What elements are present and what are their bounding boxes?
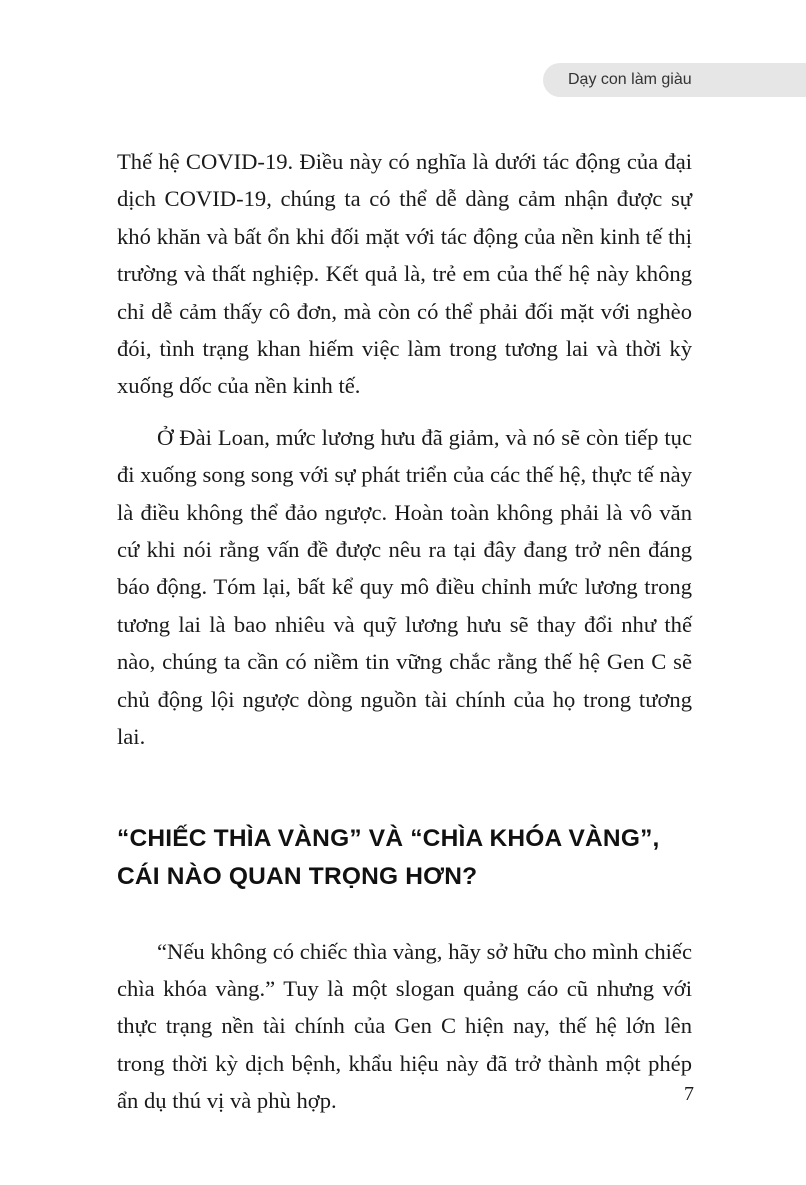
section-heading-line-1: “CHIẾC THÌA VÀNG” VÀ “CHÌA KHÓA VÀNG”,: [117, 824, 660, 852]
page-body: [117, 143, 692, 1120]
running-header: [543, 63, 806, 97]
page-number: 7: [684, 1083, 694, 1105]
body-paragraph-1: Thế hệ COVID-19. Điều này có nghĩa là dưới tác động của đại dịch COVID-19, chúng ta có thể dễ dàng cảm nhận được sự khó khăn và bất ổn khi đối mặt với tác động của nền kinh tế thị trường và thất nghiệp. Kết quả là, trẻ em của thế hệ này không chỉ dễ cảm thấy cô đơn, mà còn có thể phải đối mặt với nghèo đói, tình trạng khan hiếm việc làm trong tương lai và thời kỳ xuống dốc của nền kinh tế.: [117, 149, 692, 399]
body-paragraph-2: Ở Đài Loan, mức lương hưu đã giảm, và nó sẽ còn tiếp tục đi xuống song song với sự phát triển của các thế hệ, thực tế này là điều không thể đảo ngược. Hoàn toàn không phải là vô văn cứ khi nói rằng vấn đề được nêu ra tại đây đang trở nên đáng báo động. Tóm lại, bất kể quy mô điều chỉnh mức lương trong tương lai là bao nhiêu và quỹ lương hưu sẽ thay đổi như thế nào, chúng ta cần có niềm tin vững chắc rằng thế hệ Gen C sẽ chủ động lội ngược dòng nguồn tài chính của họ trong tương lai.: [117, 424, 692, 750]
running-header-title: Dạy con làm giàu: [568, 71, 692, 88]
body-paragraph-3: “Nếu không có chiếc thìa vàng, hãy sở hữu cho mình chiếc chìa khóa vàng.” Tuy là một slogan quảng cáo cũ nhưng với thực trạng nền tài chính của Gen C hiện nay, thế hệ lớn lên trong thời kỳ dịch bệnh, khẩu hiệu này đã trở thành một phép ẩn dụ thú vị và phù hợp.: [117, 938, 692, 1114]
section-heading: [117, 820, 692, 896]
section-heading-line-2: CÁI NÀO QUAN TRỌNG HƠN?: [117, 862, 478, 890]
